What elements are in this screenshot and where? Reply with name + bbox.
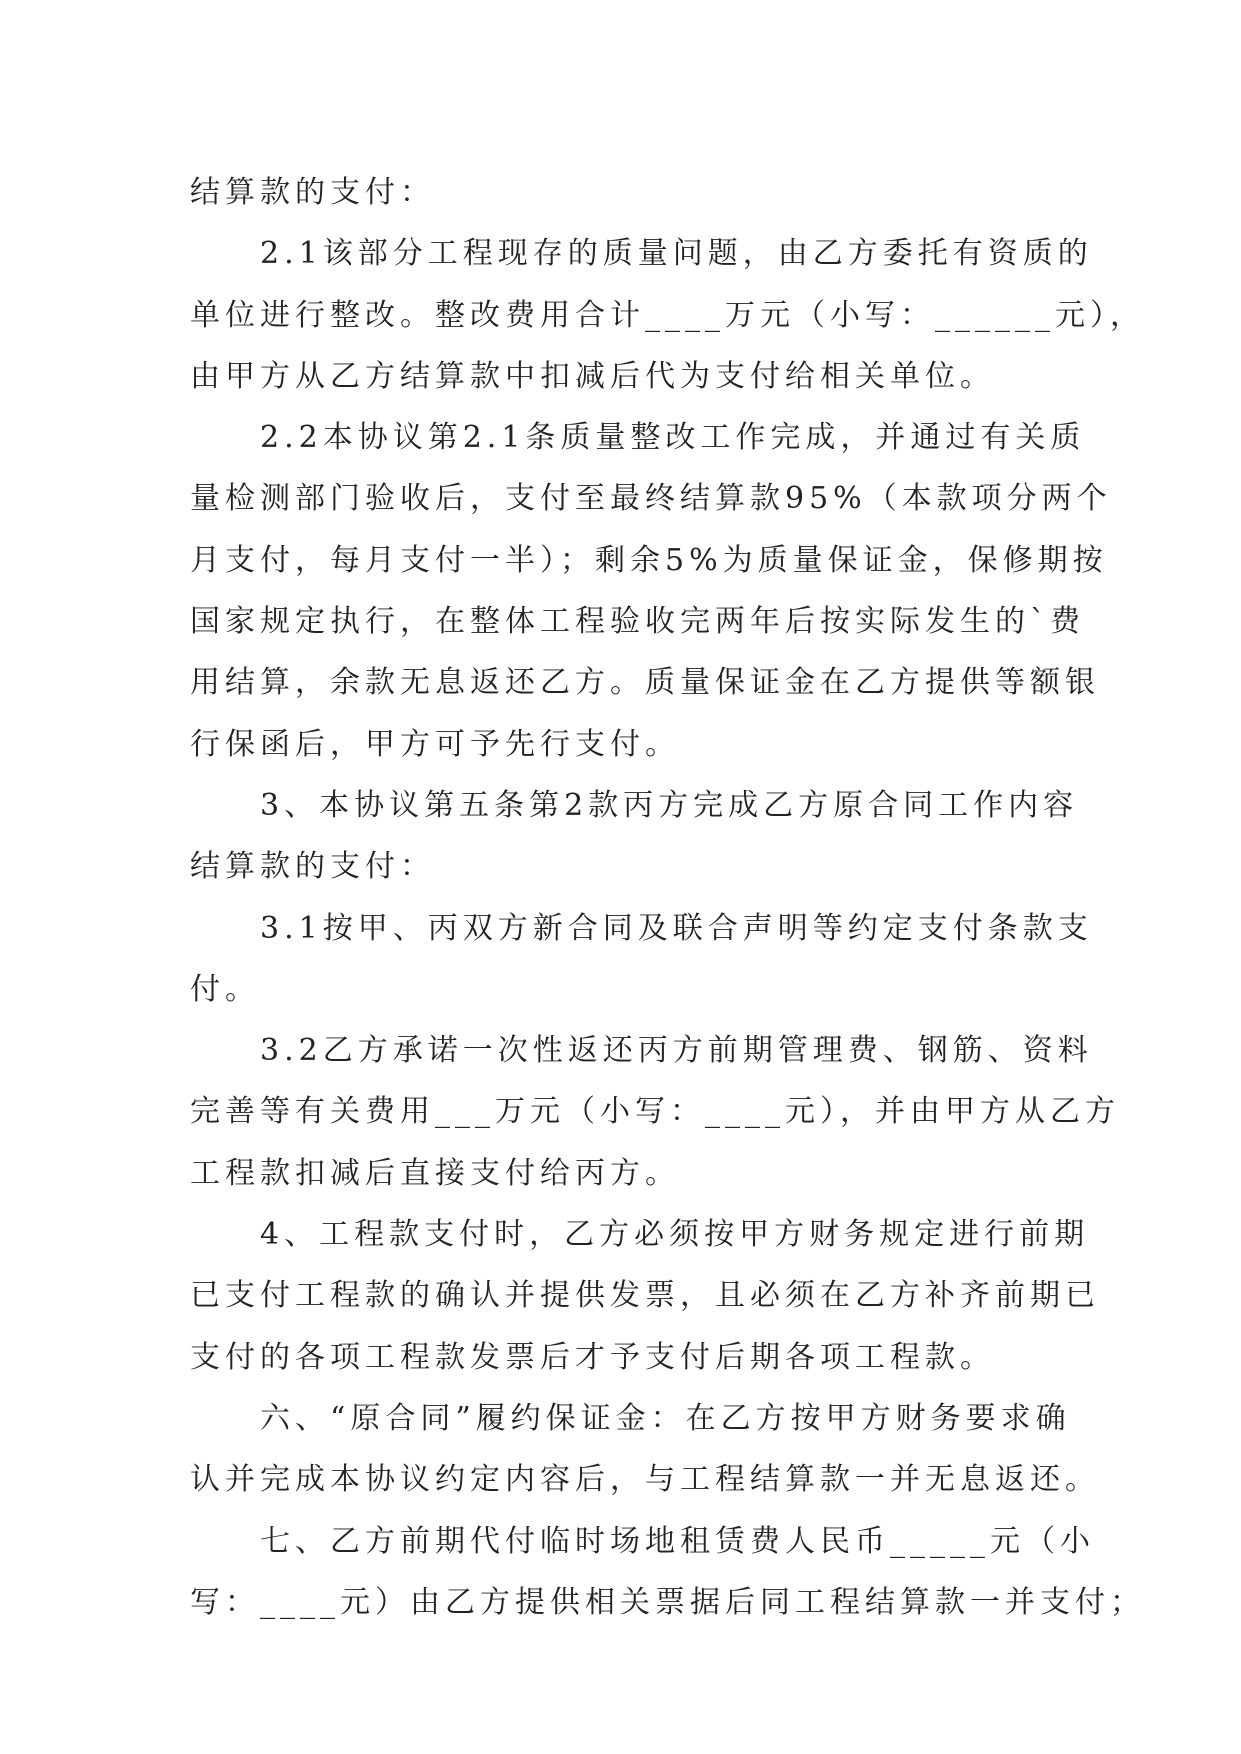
text-line: 结算款的支付： — [190, 849, 435, 885]
text-line: 用结算，余款无息返还乙方。质量保证金在乙方提供等额银 — [190, 665, 1100, 701]
text-line: 七、乙方前期代付临时场地租赁费人民币_____元（小 — [190, 1523, 1095, 1559]
document-body — [190, 162, 1145, 1633]
text-line: 支付的各项工程款发票后才予支付后期各项工程款。 — [190, 1339, 995, 1375]
text-line: 六、“原合同”履约保证金：在乙方按甲方财务要求确 — [190, 1400, 1071, 1436]
text-line: 3、本协议第五条第2款丙方完成乙方原合同工作内容 — [190, 787, 1079, 823]
text-line: 3.1按甲、丙双方新合同及联合声明等约定支付条款支 — [190, 910, 1093, 946]
text-line: 写：____元）由乙方提供相关票据后同工程结算款一并支付； — [190, 1584, 1145, 1620]
text-line: 量检测部门验收后，支付至最终结算款95%（本款项分两个 — [190, 481, 1112, 517]
text-line: 国家规定执行，在整体工程验收完两年后按实际发生的`费 — [190, 604, 1085, 640]
text-line: 完善等有关费用___万元（小写：____元），并由甲方从乙方 — [190, 1094, 1120, 1130]
text-line: 2.2本协议第2.1条质量整改工作完成，并通过有关质 — [190, 420, 1086, 456]
text-line: 工程款扣减后直接支付给丙方。 — [190, 1155, 680, 1191]
text-line: 4、工程款支付时，乙方必须按甲方财务规定进行前期 — [190, 1217, 1090, 1253]
text-line: 由甲方从乙方结算款中扣减后代为支付给相关单位。 — [190, 358, 995, 394]
text-line: 3.2乙方承诺一次性返还丙方前期管理费、钢筋、资料 — [190, 1033, 1093, 1069]
text-line: 付。 — [190, 971, 260, 1007]
text-line: 结算款的支付： — [190, 175, 435, 210]
text-line: 认并完成本协议约定内容后，与工程结算款一并无息返还。 — [190, 1462, 1100, 1498]
text-line: 已支付工程款的确认并提供发票，且必须在乙方补齐前期已 — [190, 1278, 1100, 1314]
text-line: 2.1该部分工程现存的质量问题，由乙方委托有资质的 — [190, 236, 1093, 272]
text-line: 行保函后，甲方可予先行支付。 — [190, 726, 680, 762]
text-line: 月支付，每月支付一半）；剩余5%为质量保证金，保修期按 — [190, 542, 1108, 578]
text-line: 单位进行整改。整改费用合计____万元（小写：______元）， — [190, 297, 1145, 333]
